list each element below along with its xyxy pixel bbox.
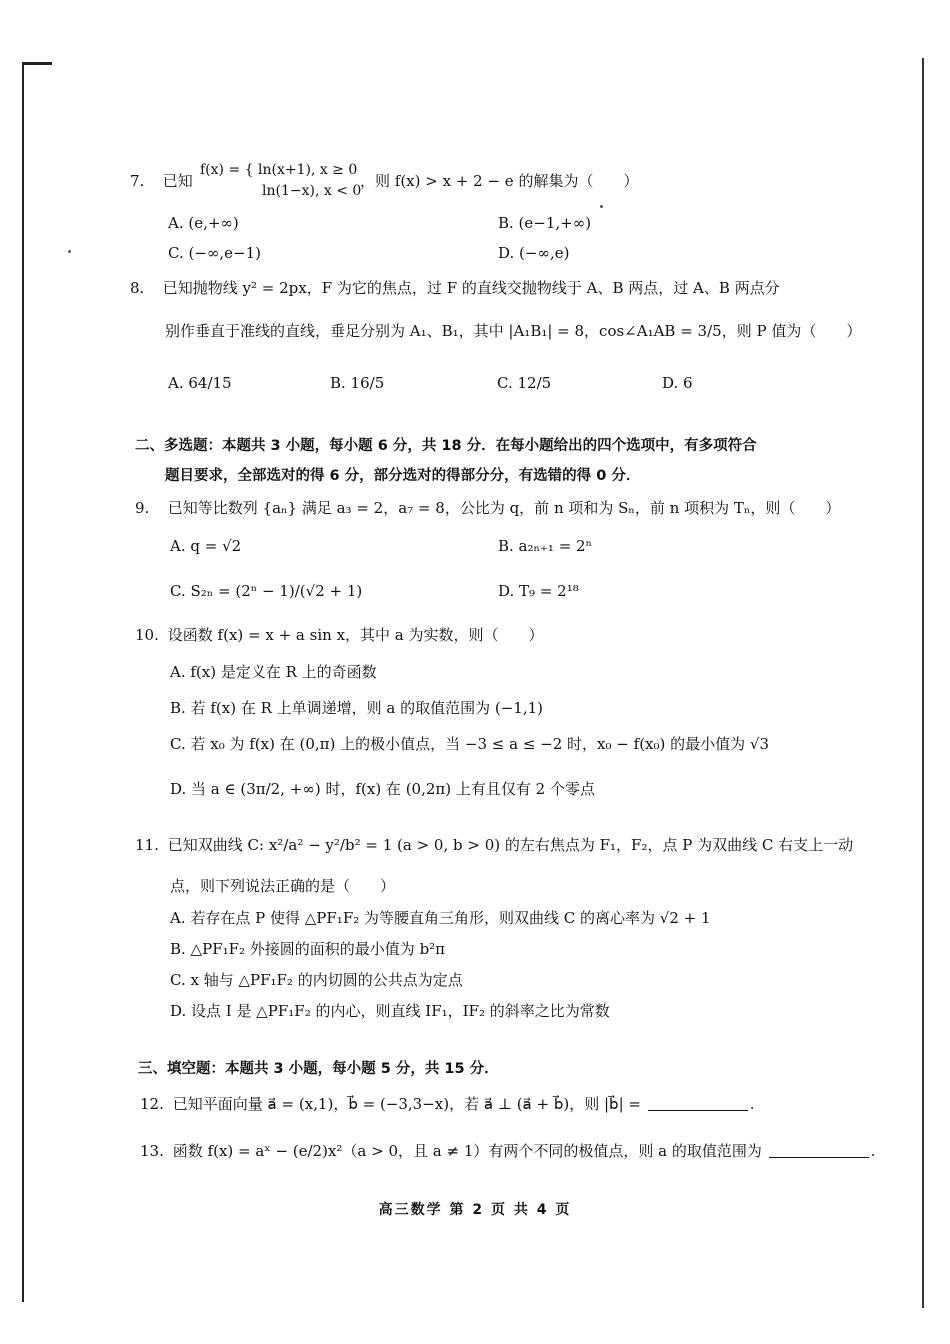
scan-edge-right: [922, 58, 924, 1308]
page-footer: 高三数学 第 2 页 共 4 页: [378, 1202, 572, 1218]
question-text: 已知抛物线 y² = 2px，F 为它的焦点，过 F 的直线交抛物线于 A、B 两点，过 A、B 两点分: [162, 279, 780, 297]
option-b: B. (e−1,+∞): [498, 214, 592, 232]
piecewise-top: f(x) = { ln(x+1), x ≥ 0: [200, 162, 358, 178]
section-heading: 二、多选题：本题共 3 小题，每小题 6 分，共 18 分．在每小题给出的四个选项中，有多项符合: [135, 438, 757, 454]
section-heading: 题目要求，全部选对的得 6 分，部分选对的得部分分，有选错的得 0 分．: [165, 468, 641, 484]
option-d: D. 当 a ∈ (3π/2, +∞) 时，f(x) 在 (0,2π) 上有且仅有 2 个零点: [170, 780, 595, 798]
question-text: 已知: [162, 172, 193, 190]
question-text: 已知平面向量 a⃗ = (x,1)，b⃗ = (−3,3−x)，若 a⃗ ⊥ (a⃗ + b⃗)，则 |b⃗| =: [172, 1095, 641, 1113]
question-number: 10.: [135, 626, 159, 644]
option-a: A. f(x) 是定义在 R 上的奇函数: [170, 663, 377, 681]
option-b: B. a₂ₙ₊₁ = 2ⁿ: [498, 537, 593, 555]
period: .: [749, 1095, 755, 1113]
option-a: A. 若存在点 P 使得 △PF₁F₂ 为等腰直角三角形，则双曲线 C 的离心率为 √2 + 1: [170, 909, 711, 927]
scan-speck: [68, 250, 71, 253]
option-c: C. S₂ₙ = (2ⁿ − 1)/(√2 + 1): [170, 582, 363, 600]
option-a: A. q = √2: [170, 537, 242, 555]
option-d: D. 设点 I 是 △PF₁F₂ 的内心，则直线 IF₁，IF₂ 的斜率之比为常数: [170, 1002, 610, 1020]
option-c: C. 12/5: [497, 374, 552, 392]
scan-edge-left: [22, 62, 24, 1302]
question-number: 13.: [140, 1142, 164, 1160]
option-c: C. (−∞,e−1): [168, 244, 262, 262]
question-number: 11.: [135, 836, 159, 854]
question-number: 8.: [130, 279, 145, 297]
piecewise-bottom: ln(1−x), x < 0: [262, 183, 362, 199]
question-number: 7.: [130, 172, 145, 190]
option-a: A. (e,+∞): [168, 214, 239, 232]
option-b: B. △PF₁F₂ 外接圆的面积的最小值为 b²π: [170, 940, 446, 958]
option-d: D. 6: [662, 374, 693, 392]
question-text: ，则 f(x) > x + 2 − e 的解集为（ ）: [360, 172, 639, 190]
question-12: [140, 1093, 755, 1115]
question-number: 12.: [140, 1095, 164, 1113]
question-text: 设函数 f(x) = x + a sin x，其中 a 为实数，则（ ）: [167, 626, 544, 644]
question-text: 已知等比数列 {aₙ} 满足 a₃ = 2，a₇ = 8，公比为 q，前 n 项和为 Sₙ，前 n 项积为 Tₙ，则（ ）: [167, 499, 841, 517]
answer-blank[interactable]: [648, 1094, 748, 1111]
section-heading: 三、填空题：本题共 3 小题，每小题 5 分，共 15 分．: [138, 1061, 499, 1077]
question-13: [140, 1140, 875, 1162]
question-text: 点，则下列说法正确的是（ ）: [170, 877, 396, 895]
question-text: 函数 f(x) = aˣ − (e/2)x²（a > 0，且 a ≠ 1）有两个不同的极值点，则 a 的取值范围为: [172, 1142, 762, 1160]
period: .: [870, 1142, 876, 1160]
option-d: D. T₉ = 2¹⁸: [498, 582, 579, 600]
question-text: 已知双曲线 C: x²/a² − y²/b² = 1 (a > 0, b > 0) 的左右焦点为 F₁，F₂，点 P 为双曲线 C 右支上一动: [167, 836, 854, 854]
option-c: C. 若 x₀ 为 f(x) 在 (0,π) 上的极小值点，当 −3 ≤ a ≤ −2 时，x₀ − f(x₀) 的最小值为 √3: [170, 735, 770, 753]
scan-edge-top: [22, 62, 52, 65]
option-b: B. 16/5: [330, 374, 385, 392]
question-number: 9.: [135, 499, 150, 517]
scan-speck: [600, 205, 603, 208]
option-b: B. 若 f(x) 在 R 上单调递增，则 a 的取值范围为 (−1,1): [170, 699, 544, 717]
option-c: C. x 轴与 △PF₁F₂ 的内切圆的公共点为定点: [170, 971, 463, 989]
option-a: A. 64/15: [168, 374, 232, 392]
answer-blank[interactable]: [769, 1141, 869, 1158]
question-text: 别作垂直于准线的直线，垂足分别为 A₁、B₁，其中 |A₁B₁| = 8，cos∠A₁AB = 3/5，则 P 值为（ ）: [165, 322, 862, 340]
option-d: D. (−∞,e): [498, 244, 570, 262]
